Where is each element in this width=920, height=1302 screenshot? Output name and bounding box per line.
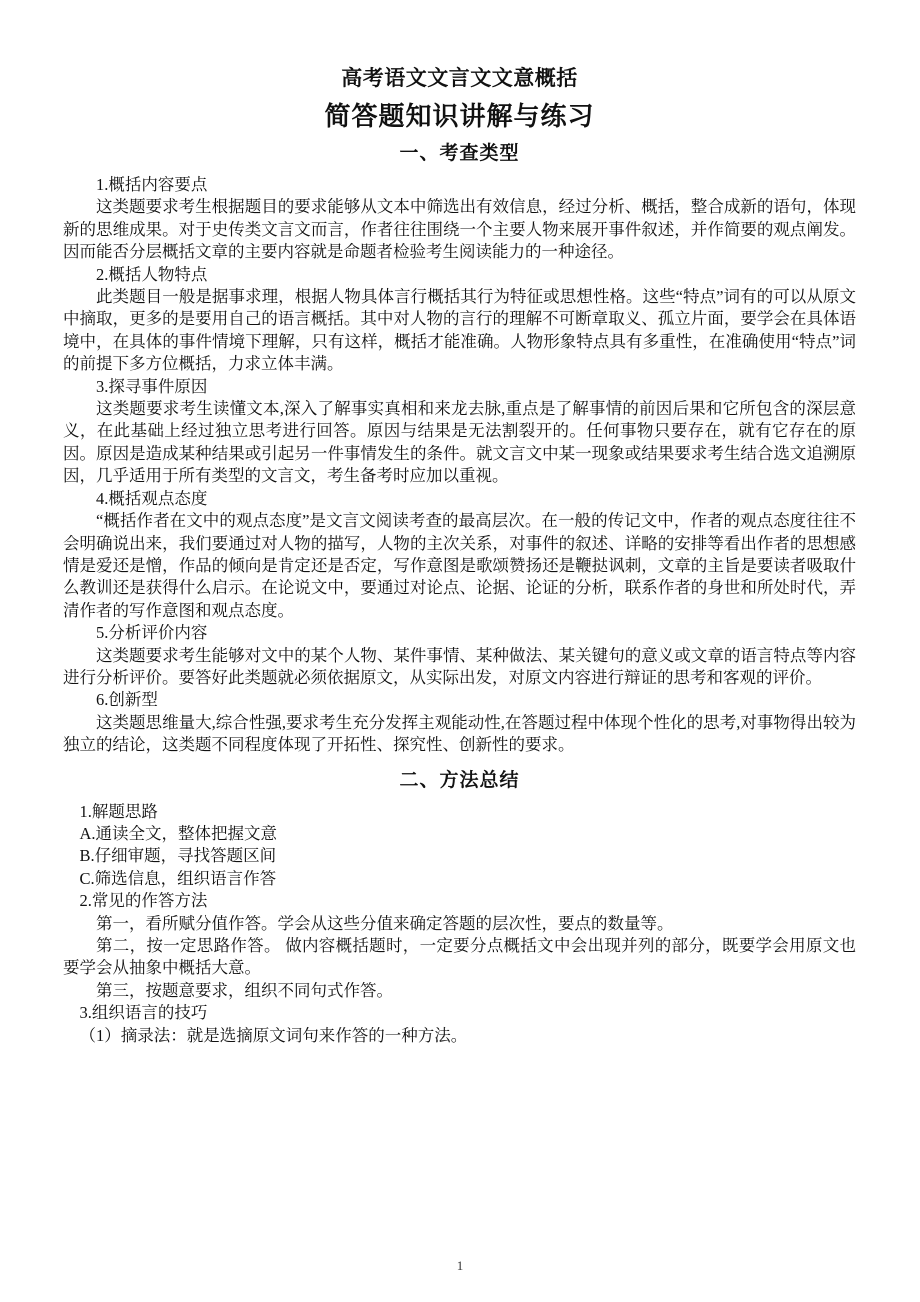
subsection-body-1-2: 此类题目一般是据事求理，根据人物具体言行概括其行为特征或思想性格。这些“特点”词有的可以从原文中摘取，更多的是要用自己的语言概括。其中对人物的言行的理解不可断章取义、孤立片面，要学会在具体语境中，在具体的事件情境下理解，只有这样，概括才能准确。人物形象特点具有多重性，在准确使用“特点”词的前提下多方位概括，力求立体丰满。 — [63, 287, 856, 374]
subsection-label-1-5: 5.分析评价内容 — [96, 623, 208, 643]
subsection-label-1-1: 1.概括内容要点 — [96, 175, 208, 194]
page-number: 1 — [456, 1258, 464, 1273]
subsection-body-1-6: 这类题思维量大,综合性强,要求考生充分发挥主观能动性,在答题过程中体现个性化的思考,对事物得出较为独立的结论，这类题不同程度体现了开拓性、探究性、创新性的要求。 — [63, 712, 856, 755]
method-paragraph-1: 第一，看所赋分值作答。学会从这些分值来确定答题的层次性，要点的数量等。 — [96, 913, 674, 933]
method-line-2: A.通读全文，整体把握文意 — [79, 823, 278, 843]
subsection-label-1-2: 2.概括人物特点 — [96, 264, 208, 284]
method-paragraph-3: 第三，按题意要求，组织不同句式作答。 — [96, 980, 393, 1000]
section-heading-1: 一、考查类型 — [399, 143, 520, 164]
method-line-5: 2.常见的作答方法 — [79, 891, 208, 911]
subsection-body-1-4: “概括作者在文中的观点态度”是文言文阅读考查的最高层次。在一般的传记文中，作者的观点态度往往不会明确说出来，我们要通过对人物的描写，人物的主次关系，对事件的叙述、详略的安排等看出作者的思想感情是爱还是憎，作品的倾向是肯定还是否定，写作意图是歌颂赞扬还是鞭挞讽刺，文章的主旨是要读者吸取什么教训还是获得什么启示。在论说文中，要通过对论点、论据、论证的分析，联系作者的身世和所处时代，弄清作者的写作意图和观点态度。 — [63, 511, 856, 620]
method-line-7: （1）摘录法：就是选摘原文词句来作答的一种方法。 — [79, 1025, 468, 1045]
method-paragraph-2: 第二，按一定思路作答。 做内容概括题时，一定要分点概括文中会出现并列的部分，既要学会用原文也要学会从抽象中概括大意。 — [63, 936, 856, 978]
subsection-label-1-6: 6.创新型 — [96, 690, 158, 710]
subsection-label-1-4: 4.概括观点态度 — [96, 488, 208, 508]
method-line-6: 3.组织语言的技巧 — [79, 1003, 208, 1023]
subsection-body-1-1: 这类题要求考生根据题目的要求能够从文本中筛选出有效信息，经过分析、概括，整合成新的语句，体现新的思维成果。对于史传类文言文而言，作者往往围绕一个主要人物来展开事件叙述，并作简要的观点阐发。因而能否分层概括文章的主要内容就是命题者检验考生阅读能力的一种途径。 — [63, 197, 856, 262]
subsection-body-1-5: 这类题要求考生能够对文中的某个人物、某件事情、某种做法、某关键句的意义或文章的语言特点等内容进行分析评价。要答好此类题就必须依据原文，从实际出发，对原文内容进行辩证的思考和客观的评价。 — [63, 645, 856, 687]
method-line-4: C.筛选信息，组织语言作答 — [79, 868, 277, 888]
method-line-1: 1.解题思路 — [79, 801, 158, 821]
section-heading-2: 二、方法总结 — [399, 769, 520, 791]
document-title-line-2: 简答题知识讲解与练习 — [324, 101, 595, 131]
subsection-body-1-3: 这类题要求考生读懂文本,深入了解事实真相和来龙去脉,重点是了解事情的前因后果和它所包含的深层意义，在此基础上经过独立思考进行回答。原因与结果是无法割裂开的。任何事物只要存在，就有它存在的原因。原因是造成某种结果或引起另一件事情发生的条件。就文言文中某一现象或结果要求考生结合选文追溯原因，几乎适用于所有类型的文言文，考生备考时应加以重视。 — [63, 399, 856, 486]
method-line-3: B.仔细审题，寻找答题区间 — [79, 846, 277, 866]
subsection-label-1-3: 3.探寻事件原因 — [96, 376, 208, 396]
document-title-line-1: 高考语文文言文文意概括 — [341, 67, 578, 90]
